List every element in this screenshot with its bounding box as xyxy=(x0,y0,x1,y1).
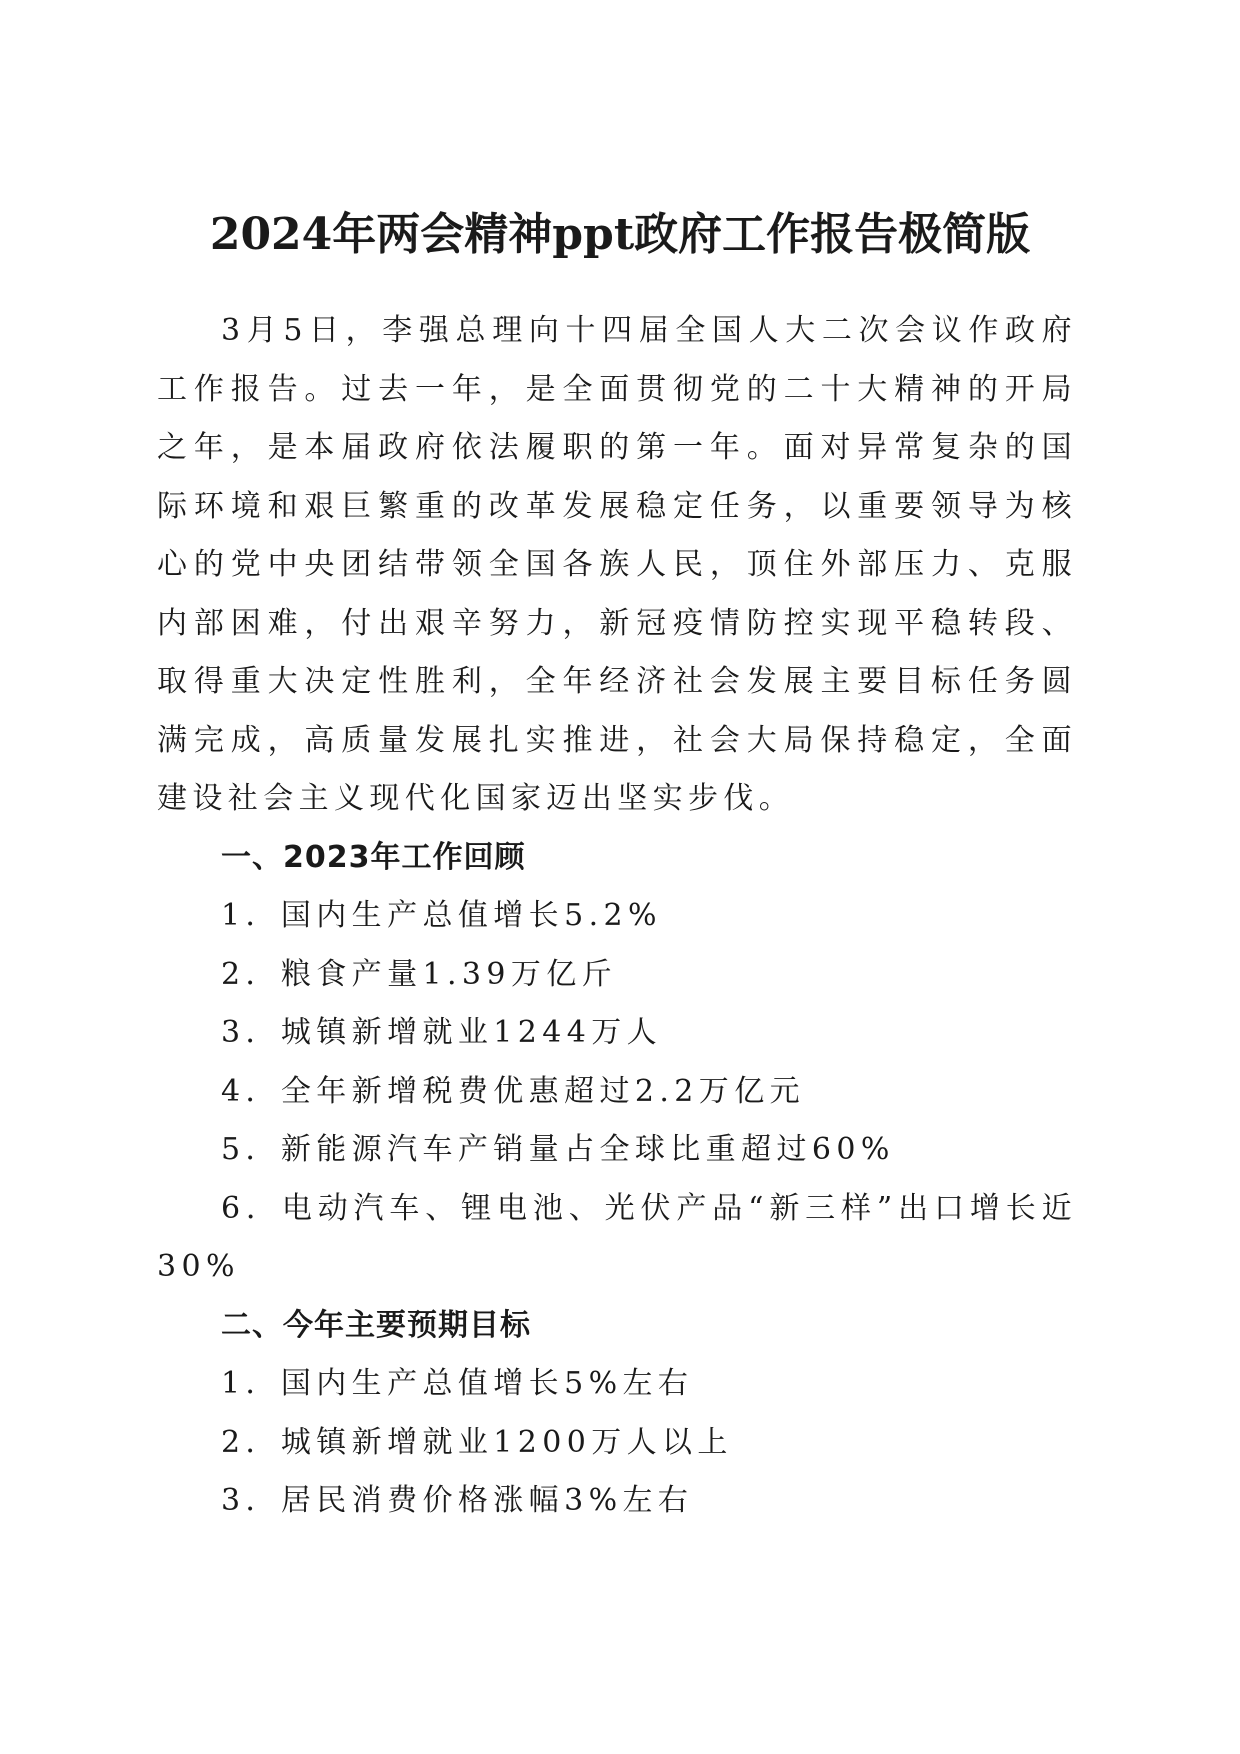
list-item: 3．城镇新增就业1244万人 xyxy=(221,1015,663,1050)
section-heading-review: 一、2023年工作回顾 xyxy=(221,839,526,875)
document-title: 2024年两会精神ppt政府工作报告极简版 xyxy=(209,209,1031,261)
list-item: 1．国内生产总值增长5%左右 xyxy=(221,1366,694,1401)
list-item: 2．粮食产量1.39万亿斤 xyxy=(221,956,618,992)
list-item: 1．国内生产总值增长5.2% xyxy=(221,898,662,933)
intro-paragraph: 3月5日，李强总理向十四届全国人大二次会议作政府工作报告。过去一年，是全面贯彻党的二十大精神的开局之年，是本届政府依法履职的第一年。面对异常复杂的国际环境和艰巨繁重的改革发展稳定任务，以重要领导为核心的党中央团结带领全国各族人民，顶住外部压力、克服内部困难，付出艰辛努力，新冠疫情防控实现平稳转段、取得重大决定性胜利，全年经济社会发展主要目标任务圆满完成，高质量发展扎实推进，社会大局保持稳定，全面建设社会主义现代化国家迈出坚实步伐。 xyxy=(157,313,1077,816)
list-item: 6．电动汽车、锂电池、光伏产品“新三样”出口增长近30% xyxy=(157,1190,1077,1284)
document-body xyxy=(157,302,1077,1531)
section-heading-targets: 二、今年主要预期目标 xyxy=(221,1307,531,1343)
list-item: 4．全年新增税费优惠超过2.2万亿元 xyxy=(221,1073,805,1109)
list-item: 2．城镇新增就业1200万人以上 xyxy=(221,1424,733,1460)
list-item: 3．居民消费价格涨幅3%左右 xyxy=(221,1483,694,1518)
list-item: 5．新能源汽车产销量占全球比重超过60% xyxy=(221,1132,895,1167)
